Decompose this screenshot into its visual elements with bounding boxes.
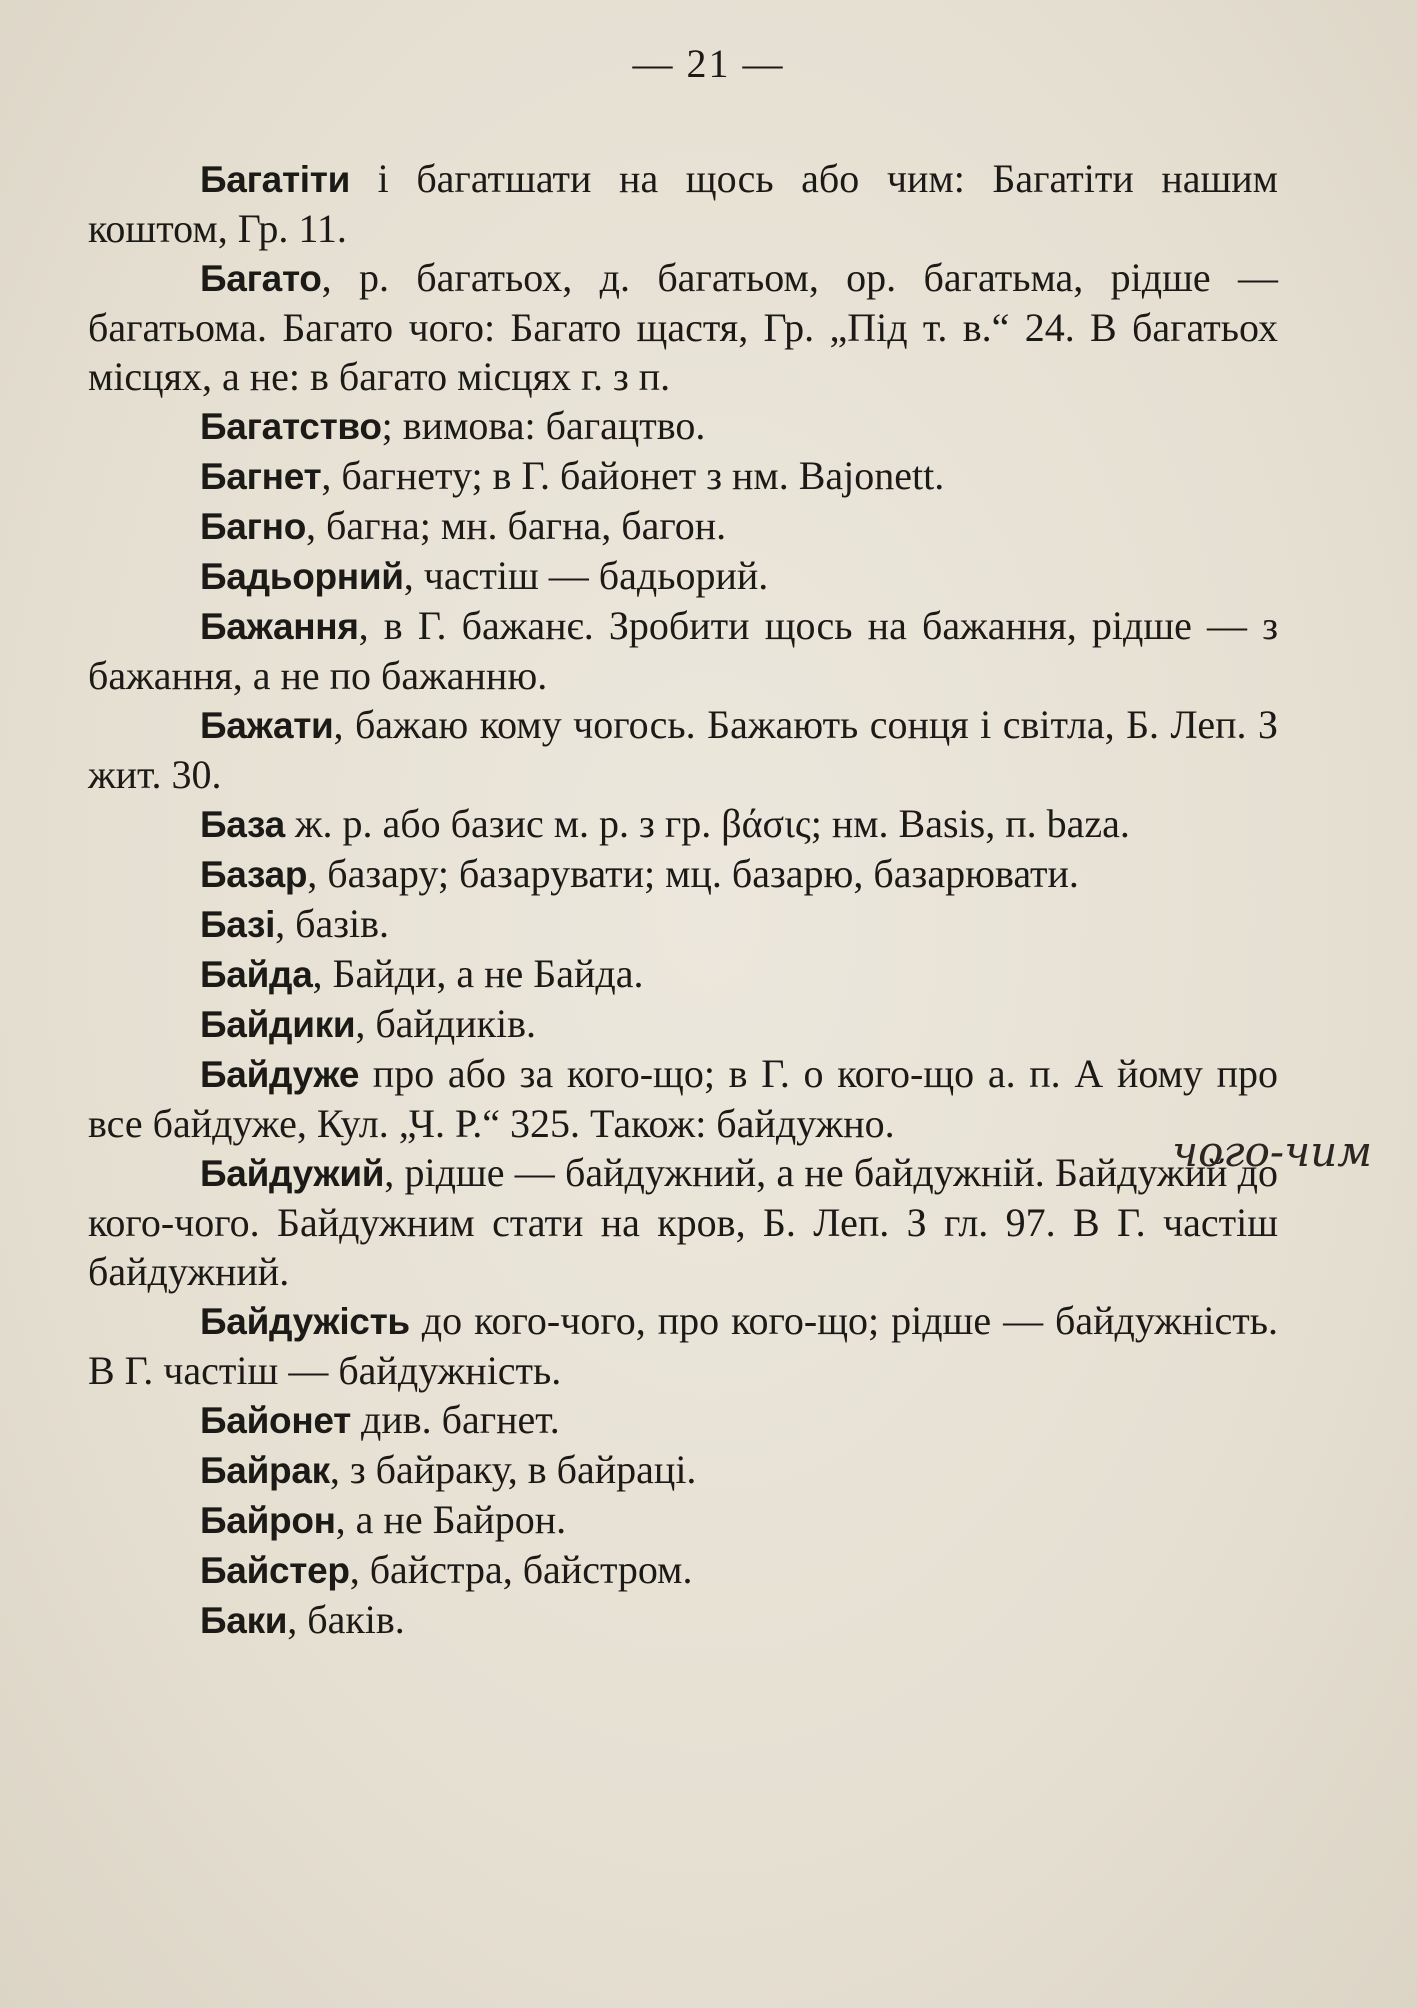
- entry-definition: ; вимова: багацтво.: [381, 403, 706, 448]
- entry-headword: Багнет: [200, 456, 322, 497]
- dictionary-entry: [88, 1148, 1278, 1296]
- entry-headword: Базі: [200, 904, 276, 945]
- dictionary-entry: [88, 1445, 1278, 1495]
- dictionary-entry: [88, 253, 1278, 401]
- entry-definition: , байдиків.: [355, 1001, 537, 1046]
- entry-headword: Базар: [200, 854, 308, 895]
- dictionary-entry: [88, 401, 1278, 451]
- dictionary-entry: [88, 949, 1278, 999]
- entry-headword: Багато: [200, 258, 322, 299]
- dictionary-entry: [88, 1395, 1278, 1445]
- dictionary-entry: [88, 849, 1278, 899]
- entry-definition: і багатшати на щось або чим: Багатіти нашим коштом, Гр. 11.: [88, 156, 1278, 251]
- entry-definition: , байстра, байстром.: [349, 1547, 693, 1592]
- dictionary-entry: [88, 999, 1278, 1049]
- entry-headword: Байрон: [200, 1500, 336, 1541]
- entry-definition: , базів.: [275, 901, 390, 946]
- dictionary-entry: [88, 551, 1278, 601]
- dictionary-entry: [88, 1545, 1278, 1595]
- entry-definition: , р. багатьох, д. багатьом, ор. багатьма, рідше — багатьома. Багато чого: Багато щастя, Гр. „Під т. в.“ 24. В багатьох місцях, а не: в багато місцях г. з п.: [88, 255, 1278, 399]
- entry-headword: Баки: [200, 1600, 288, 1641]
- dictionary-entry: [88, 799, 1278, 849]
- handwritten-note: [1168, 1120, 1373, 1198]
- entry-definition: , багнету; в Г. байонет з нм. Bajonett.: [321, 453, 945, 498]
- dictionary-entry: [88, 501, 1278, 551]
- dictionary-entry: [88, 1595, 1278, 1645]
- entry-headword: Байда: [200, 954, 313, 995]
- entry-list: [88, 154, 1278, 1645]
- page-number: — 21 —: [632, 41, 785, 86]
- dictionary-entry: [88, 601, 1278, 700]
- entry-headword: Байдики: [200, 1004, 356, 1045]
- entry-headword: Бажати: [200, 705, 334, 746]
- entry-definition: , багна; мн. багна, багон.: [306, 503, 727, 548]
- entry-headword: Байонет: [200, 1400, 351, 1441]
- entry-definition: , а не Байрон.: [335, 1497, 567, 1542]
- dictionary-entry: [88, 1296, 1278, 1395]
- dictionary-entry: [88, 1495, 1278, 1545]
- dictionary-entry: [88, 1049, 1278, 1148]
- entry-definition: див. багнет.: [350, 1397, 560, 1442]
- entry-definition: ж. р. або базис м. р. з гр. βάσις; нм. Basis, п. baza.: [284, 801, 1130, 846]
- dictionary-entry: [88, 700, 1278, 799]
- entry-headword: Байстер: [200, 1550, 350, 1591]
- entry-definition: , частіш — бадьорий.: [403, 553, 769, 598]
- entry-headword: Байдужість: [200, 1301, 410, 1342]
- entry-definition: , в Г. бажанє. Зробити щось на бажання, рідше — з бажання, а не по бажанню.: [88, 603, 1278, 698]
- entry-headword: Бадьорний: [200, 556, 404, 597]
- entry-headword: База: [200, 804, 285, 845]
- entry-definition: , бажаю кому чогось. Бажають сонця і світла, Б. Леп. З жит. 30.: [88, 702, 1278, 797]
- entry-headword: Багатіти: [200, 159, 351, 200]
- entry-headword: Байрак: [200, 1450, 330, 1491]
- handwritten-note-text: чого-чим: [1172, 1127, 1373, 1176]
- dictionary-entry: [88, 899, 1278, 949]
- entry-definition: , з байраку, в байраці.: [329, 1447, 697, 1492]
- entry-headword: Бажання: [200, 606, 359, 647]
- entry-headword: Байдужий: [200, 1153, 385, 1194]
- entry-definition: до кого-чого, про кого-що; рідше — байдужність. В Г. частіш — байдужність.: [88, 1298, 1278, 1393]
- entry-headword: Багно: [200, 506, 307, 547]
- entry-definition: , Байди, а не Байда.: [312, 951, 644, 996]
- dictionary-entry: [88, 154, 1278, 253]
- dictionary-entry: [88, 451, 1278, 501]
- entry-definition: , баків.: [287, 1597, 405, 1642]
- entry-definition: про або за кого-що; в Г. о кого-що а. п. А йому про все байдуже, Кул. „Ч. Р.“ 325. Також: байдужно.: [88, 1051, 1278, 1146]
- entry-definition: , базару; базарувати; мц. базарю, базарювати.: [307, 851, 1079, 896]
- entry-headword: Багатство: [200, 406, 382, 447]
- entry-definition: , рідше — байдужний, а не байдужній. Байдужий до кого-чого. Байдужним стати на кров, Б. Леп. З гл. 97. В Г. частіш байдужний.: [88, 1150, 1278, 1294]
- entry-headword: Байдуже: [200, 1054, 360, 1095]
